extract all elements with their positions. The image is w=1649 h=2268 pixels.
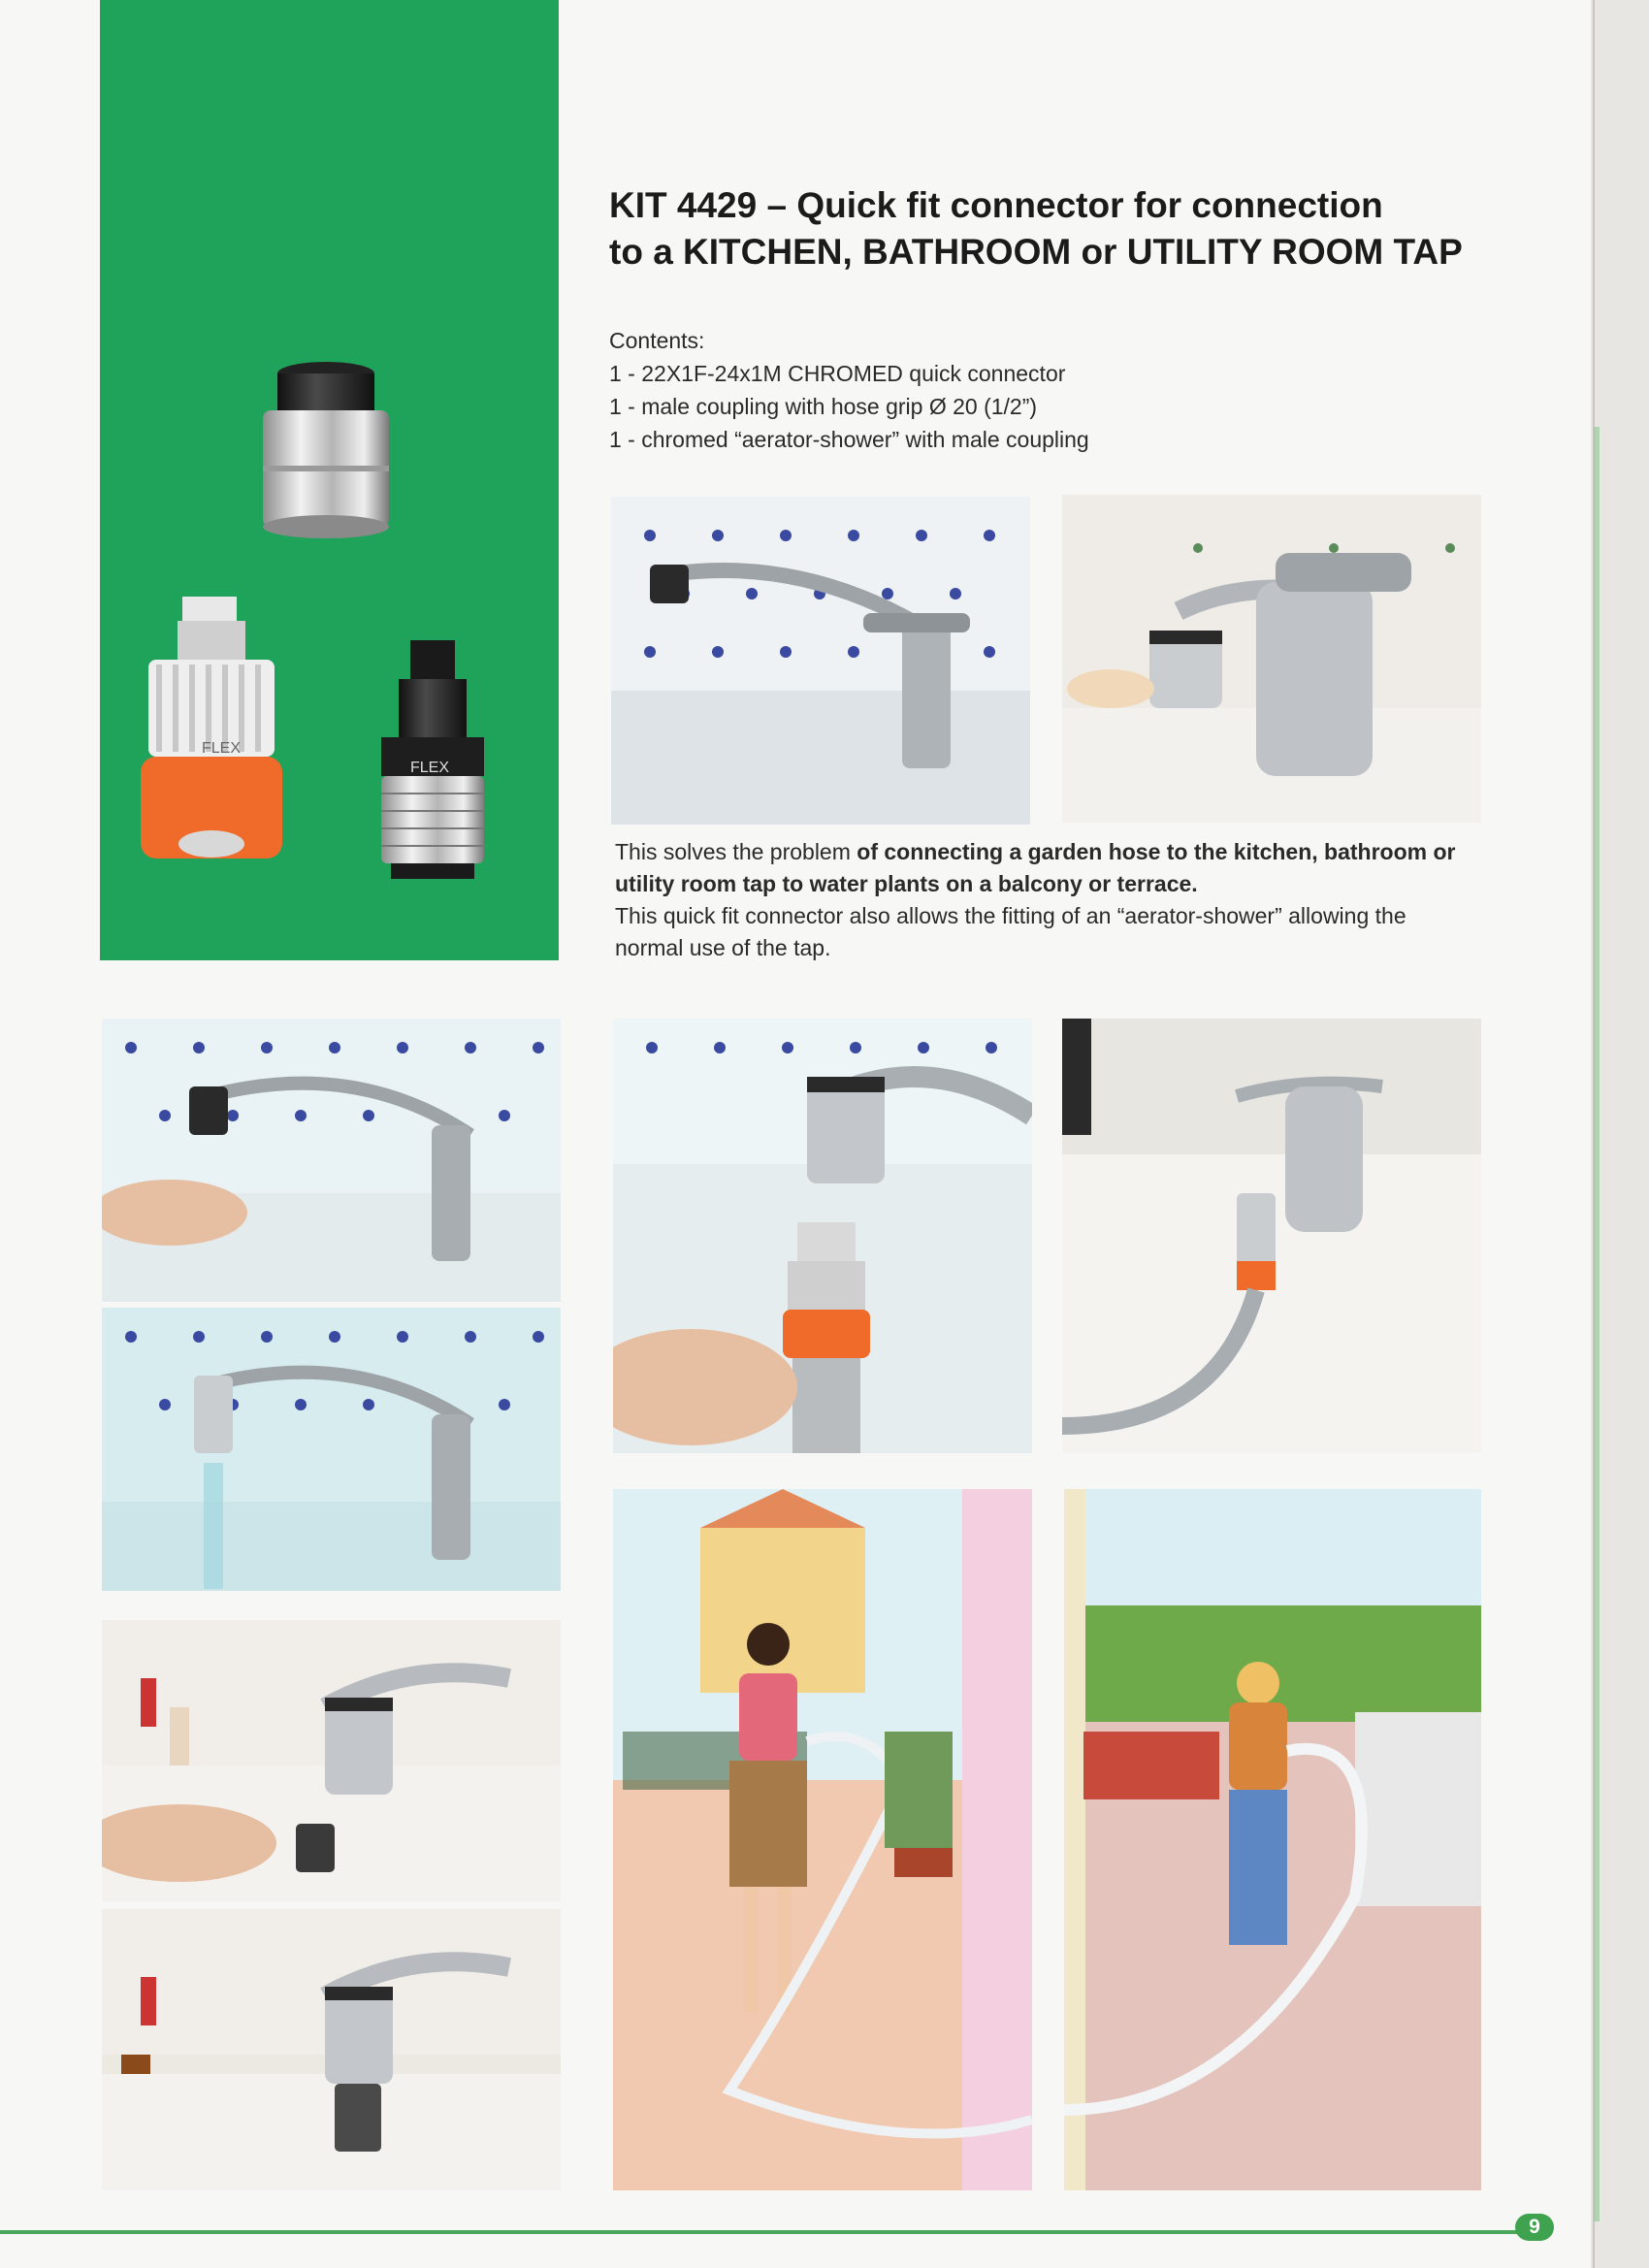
photo-step-2: [102, 1308, 561, 1591]
title-line-2: to a KITCHEN, BATHROOM or UTILITY ROOM TAP: [609, 232, 1463, 272]
illustration-woman-watering: [613, 1489, 1032, 2190]
photo-step-3: [102, 1620, 561, 1901]
title-line-1: KIT 4429 – Quick fit connector for connection: [609, 185, 1383, 225]
brand-label-2: FLEX: [410, 760, 450, 776]
quick-connector-icon: [263, 362, 389, 538]
illustration-man-watering: [1064, 1489, 1481, 2190]
page-number: 9: [1515, 2214, 1554, 2241]
aerator-shower-icon: [381, 640, 484, 879]
contents-item: 1 - male coupling with hose grip Ø 20 (1/2”): [609, 394, 1038, 419]
brand-label-1: FLEX: [202, 740, 242, 757]
description: [615, 836, 1478, 964]
description-bold-text: of connecting a garden hose to the kitchen, bathroom or utility room tap to water plants on a balcony or terrace.: [615, 839, 1456, 896]
contents-heading: Contents:: [609, 328, 705, 353]
photo-bathroom-tap: [1062, 495, 1481, 823]
page-edge: [1591, 0, 1649, 2268]
photo-step-6: [1062, 1019, 1481, 1453]
photo-step-1: [102, 1019, 561, 1302]
page-edge-green-strip: [1594, 427, 1600, 2221]
photo-step-5: [613, 1019, 1032, 1453]
product-panel: [100, 0, 559, 960]
bottom-rule: [0, 2230, 1552, 2234]
description-paragraph-2: This quick fit connector also allows the fitting of an “aerator-shower” allowing the normal use of the tap.: [615, 903, 1406, 960]
photo-kitchen-tap: [611, 497, 1030, 825]
photo-step-4: [102, 1909, 561, 2190]
contents-item: 1 - chromed “aerator-shower” with male coupling: [609, 427, 1089, 452]
page-title: [609, 182, 1560, 275]
hose-coupling-icon: [141, 597, 282, 859]
contents-item: 1 - 22X1F-24x1M CHROMED quick connector: [609, 361, 1066, 386]
product-illustration: [100, 0, 559, 960]
contents-list: [609, 324, 1482, 456]
description-plain-text: This solves the problem: [615, 839, 857, 864]
description-paragraph-1: [615, 836, 1478, 900]
